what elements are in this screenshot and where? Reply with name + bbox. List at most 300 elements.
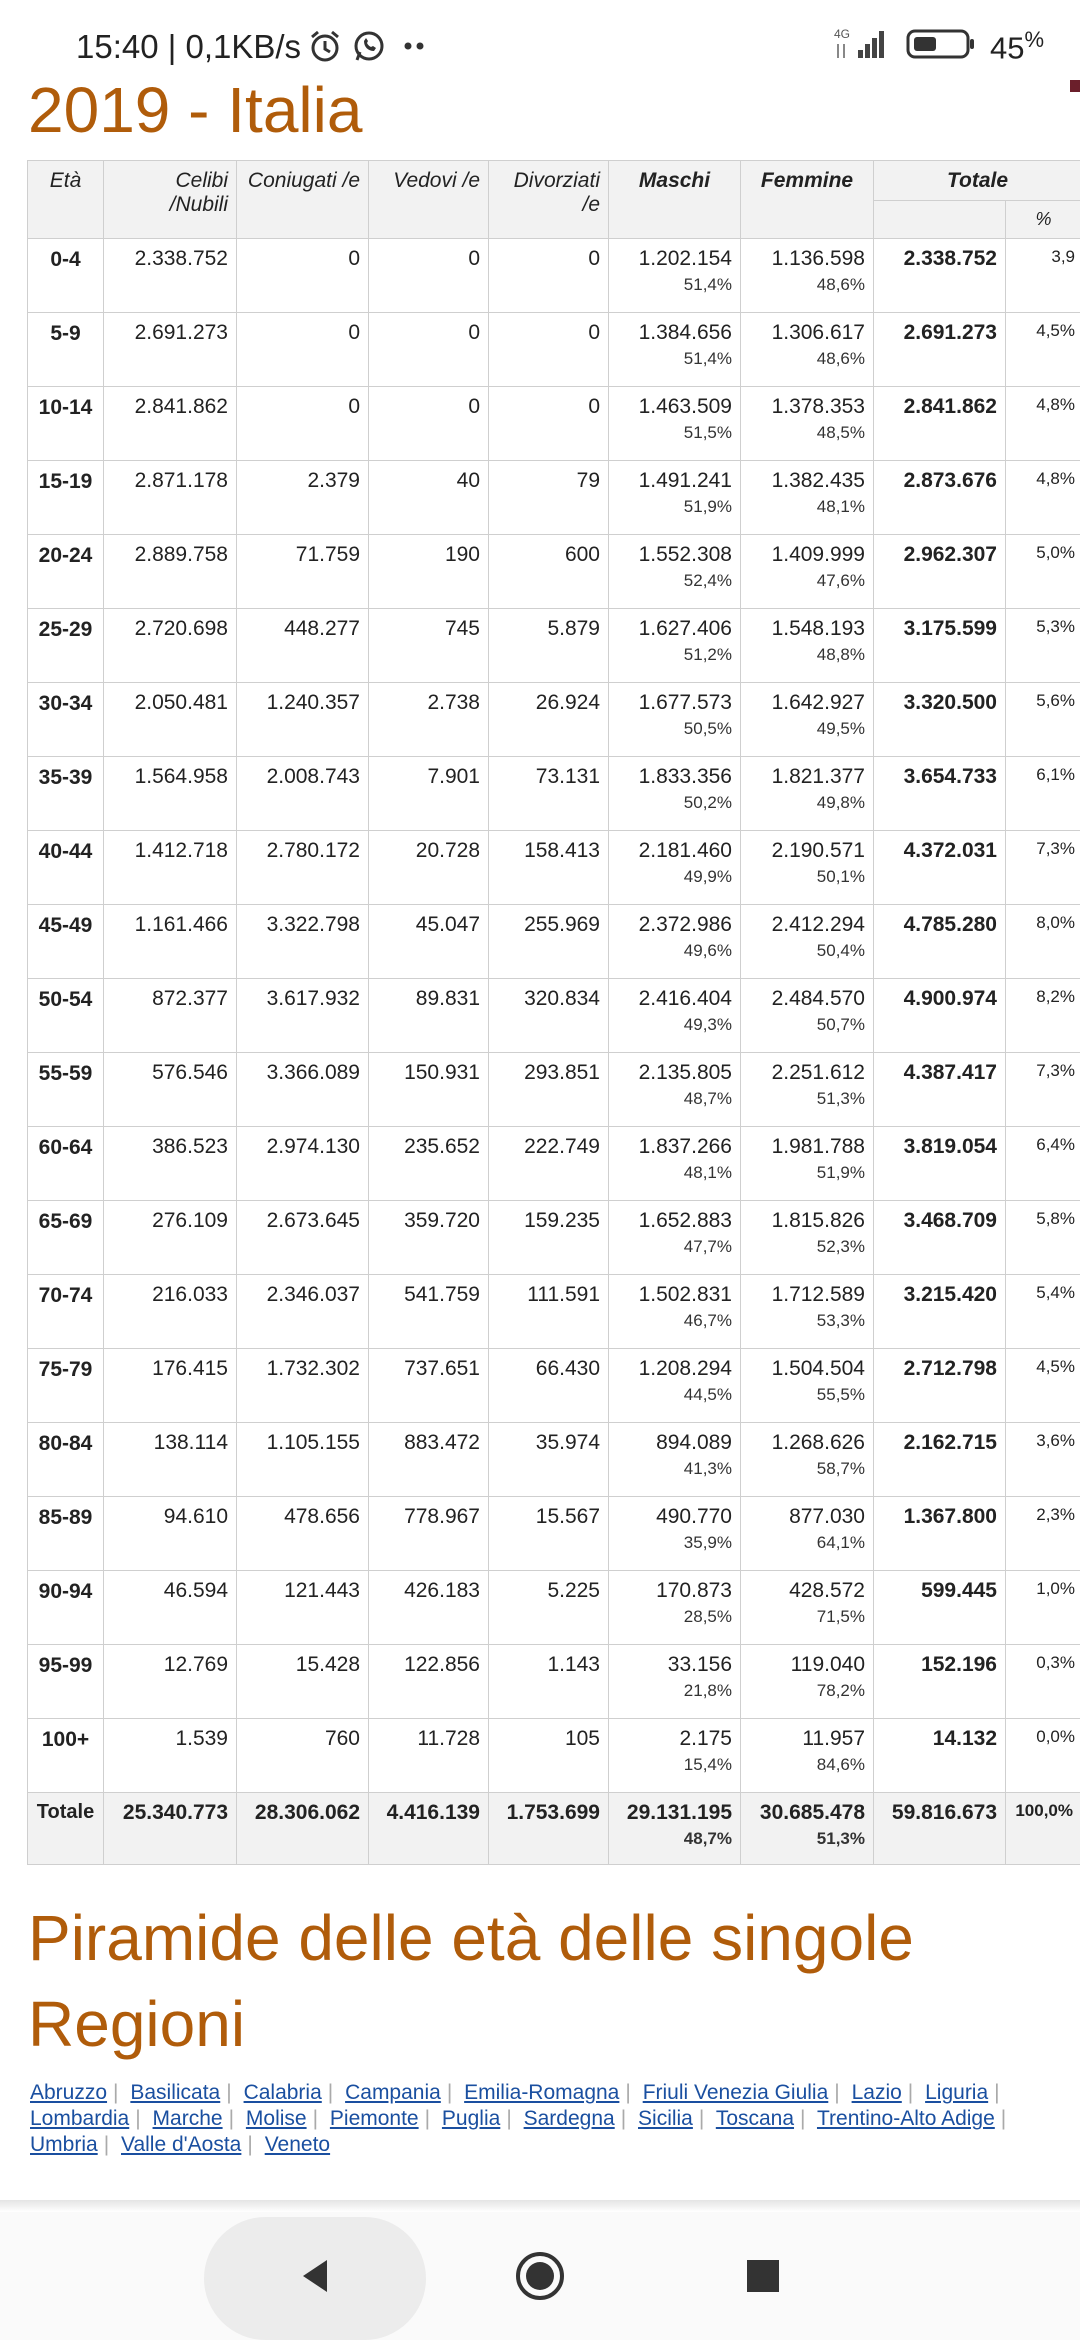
separator: | xyxy=(506,2107,512,2130)
cell-pct: 5,3% xyxy=(1006,609,1080,683)
cell-maschi-pct: 49,9% xyxy=(683,867,732,886)
cell-celibi: 576.546 xyxy=(104,1053,237,1127)
separator: | xyxy=(800,2107,806,2130)
cell-femmine-pct: 50,1% xyxy=(816,867,865,886)
cell-vedovi: 122.856 xyxy=(369,1645,489,1719)
cell-femmine-pct: 71,5% xyxy=(816,1607,865,1626)
table-row xyxy=(28,1423,1080,1497)
cell-pct: 5,8% xyxy=(1006,1201,1080,1275)
separator: | xyxy=(312,2107,319,2130)
region-link[interactable]: Lombardia xyxy=(30,2107,130,2130)
cell-coniugati: 0 xyxy=(237,239,369,313)
table-row xyxy=(28,313,1080,387)
cell-pct: 7,3% xyxy=(1006,1053,1080,1127)
separator: | xyxy=(113,2081,119,2104)
cell-eta: 100+ xyxy=(28,1719,104,1793)
cell-divorziati: 26.924 xyxy=(489,683,609,757)
table-row xyxy=(28,757,1080,831)
cell-divorziati: 73.131 xyxy=(489,757,609,831)
cell-eta: 95-99 xyxy=(28,1645,104,1719)
cell-celibi: 1.412.718 xyxy=(104,831,237,905)
region-link[interactable]: Lazio xyxy=(851,2081,902,2104)
table-row xyxy=(28,1127,1080,1201)
cell-maschi-pct: 21,8% xyxy=(683,1681,732,1700)
separator: | xyxy=(135,2107,141,2130)
recents-icon xyxy=(743,2256,783,2296)
cell-totale: 152.196 xyxy=(874,1645,1006,1719)
cell-coniugati: 2.008.743 xyxy=(237,757,369,831)
cell-maschi: 170.873 28,5% xyxy=(609,1571,741,1645)
table-row xyxy=(28,905,1080,979)
table-row xyxy=(28,1201,1080,1275)
battery-icon xyxy=(906,27,976,66)
footer-pct: 100,0% xyxy=(1006,1793,1080,1865)
cell-totale: 3.175.599 xyxy=(874,609,1006,683)
cell-femmine-pct: 51,9% xyxy=(816,1163,865,1182)
cell-divorziati: 5.879 xyxy=(489,609,609,683)
header-eta[interactable]: Età xyxy=(28,161,104,239)
region-link[interactable]: Valle d'Aosta xyxy=(121,2133,242,2156)
cell-maschi: 1.652.883 47,7% xyxy=(609,1201,741,1275)
cell-pct: 8,0% xyxy=(1006,905,1080,979)
cell-maschi-pct: 47,7% xyxy=(683,1237,732,1256)
footer-maschi-pct: 48,7% xyxy=(683,1829,732,1848)
cell-maschi-pct: 41,3% xyxy=(683,1459,732,1478)
header-vedovi[interactable]: Vedovi /e xyxy=(369,161,489,239)
footer-divorziati: 1.753.699 xyxy=(489,1793,609,1865)
cell-celibi: 1.564.958 xyxy=(104,757,237,831)
cell-divorziati: 600 xyxy=(489,535,609,609)
region-link[interactable]: Campania xyxy=(345,2081,441,2104)
header-divorziati[interactable]: Divorziati /e xyxy=(489,161,609,239)
cell-vedovi: 426.183 xyxy=(369,1571,489,1645)
cell-totale: 4.372.031 xyxy=(874,831,1006,905)
cell-vedovi: 737.651 xyxy=(369,1349,489,1423)
cell-femmine: 1.378.353 48,5% xyxy=(741,387,874,461)
cell-femmine: 2.484.570 50,7% xyxy=(741,979,874,1053)
region-link[interactable]: Veneto xyxy=(264,2133,331,2156)
cell-femmine-pct: 48,6% xyxy=(816,349,865,368)
footer-femmine-pct: 51,3% xyxy=(816,1829,865,1848)
cell-pct: 8,2% xyxy=(1006,979,1080,1053)
cell-divorziati: 5.225 xyxy=(489,1571,609,1645)
cell-maschi-pct: 49,6% xyxy=(683,941,732,960)
cell-vedovi: 89.831 xyxy=(369,979,489,1053)
cell-coniugati: 2.780.172 xyxy=(237,831,369,905)
cell-eta: 20-24 xyxy=(28,535,104,609)
cell-pct: 0,0% xyxy=(1006,1719,1080,1793)
cell-maschi: 1.502.831 46,7% xyxy=(609,1275,741,1349)
table-row xyxy=(28,1719,1080,1793)
separator: | xyxy=(698,2107,705,2130)
separator: | xyxy=(907,2081,914,2104)
cell-vedovi: 45.047 xyxy=(369,905,489,979)
cell-coniugati: 15.428 xyxy=(237,1645,369,1719)
cell-vedovi: 541.759 xyxy=(369,1275,489,1349)
footer-celibi: 25.340.773 xyxy=(104,1793,237,1865)
cell-eta: 15-19 xyxy=(28,461,104,535)
cell-femmine: 11.957 84,6% xyxy=(741,1719,874,1793)
cell-divorziati: 0 xyxy=(489,239,609,313)
cell-totale: 3.320.500 xyxy=(874,683,1006,757)
cell-totale: 1.367.800 xyxy=(874,1497,1006,1571)
cell-femmine-pct: 84,6% xyxy=(816,1755,865,1774)
cell-totale: 2.338.752 xyxy=(874,239,1006,313)
cell-femmine: 1.642.927 49,5% xyxy=(741,683,874,757)
region-link[interactable]: Friuli Venezia Giulia xyxy=(642,2081,829,2104)
cell-pct: 4,5% xyxy=(1006,313,1080,387)
cell-pct: 3,6% xyxy=(1006,1423,1080,1497)
cell-divorziati: 105 xyxy=(489,1719,609,1793)
back-button[interactable] xyxy=(255,2212,375,2340)
cell-pct: 4,5% xyxy=(1006,1349,1080,1423)
cell-femmine-pct: 51,3% xyxy=(816,1089,865,1108)
region-link[interactable]: Toscana xyxy=(715,2107,795,2130)
cell-divorziati: 1.143 xyxy=(489,1645,609,1719)
cell-totale: 3.468.709 xyxy=(874,1201,1006,1275)
cell-femmine: 1.409.999 47,6% xyxy=(741,535,874,609)
cell-maschi: 33.156 21,8% xyxy=(609,1645,741,1719)
header-coniugati[interactable]: Coniugati /e xyxy=(237,161,369,239)
cell-divorziati: 111.591 xyxy=(489,1275,609,1349)
cell-femmine-pct: 58,7% xyxy=(816,1459,865,1478)
cell-vedovi: 235.652 xyxy=(369,1127,489,1201)
cell-femmine-pct: 49,8% xyxy=(816,793,865,812)
region-link[interactable]: Basilicata xyxy=(130,2081,221,2104)
cell-maschi: 894.089 41,3% xyxy=(609,1423,741,1497)
region-link[interactable]: Liguria xyxy=(925,2081,989,2104)
table-row xyxy=(28,1497,1080,1571)
cell-femmine-pct: 64,1% xyxy=(816,1533,865,1552)
regions-title: Piramide delle età delle singole Regioni xyxy=(28,1902,914,2060)
cell-totale: 2.691.273 xyxy=(874,313,1006,387)
cell-maschi: 490.770 35,9% xyxy=(609,1497,741,1571)
cell-eta: 60-64 xyxy=(28,1127,104,1201)
cell-pct: 5,4% xyxy=(1006,1275,1080,1349)
cell-celibi: 2.338.752 xyxy=(104,239,237,313)
cell-maschi-pct: 48,7% xyxy=(683,1089,732,1108)
cell-femmine-pct: 52,3% xyxy=(816,1237,865,1256)
cell-maschi: 1.677.573 50,5% xyxy=(609,683,741,757)
cell-divorziati: 320.834 xyxy=(489,979,609,1053)
home-button[interactable] xyxy=(480,2212,600,2340)
cell-femmine: 1.981.788 51,9% xyxy=(741,1127,874,1201)
region-link[interactable]: Emilia-Romagna xyxy=(464,2081,620,2104)
edge-accent xyxy=(1070,80,1080,92)
cell-pct: 5,0% xyxy=(1006,535,1080,609)
cell-eta: 75-79 xyxy=(28,1349,104,1423)
cell-pct: 6,1% xyxy=(1006,757,1080,831)
region-link[interactable]: Abruzzo xyxy=(30,2081,108,2104)
cell-pct: 2,3% xyxy=(1006,1497,1080,1571)
cell-eta: 55-59 xyxy=(28,1053,104,1127)
cell-maschi-pct: 49,3% xyxy=(683,1015,732,1034)
cell-totale: 2.162.715 xyxy=(874,1423,1006,1497)
table-row xyxy=(28,1275,1080,1349)
cell-celibi: 46.594 xyxy=(104,1571,237,1645)
cell-maschi-pct: 48,1% xyxy=(683,1163,732,1182)
cell-femmine-pct: 55,5% xyxy=(816,1385,865,1404)
cell-femmine: 877.030 64,1% xyxy=(741,1497,874,1571)
table-row xyxy=(28,239,1080,313)
whatsapp-icon xyxy=(352,29,386,68)
back-icon xyxy=(295,2256,335,2296)
cell-celibi: 2.720.698 xyxy=(104,609,237,683)
table-row xyxy=(28,535,1080,609)
cell-divorziati: 79 xyxy=(489,461,609,535)
cell-celibi: 176.415 xyxy=(104,1349,237,1423)
cell-maschi: 2.175 15,4% xyxy=(609,1719,741,1793)
region-link[interactable]: Calabria xyxy=(243,2081,322,2104)
header-femmine[interactable]: Femmine xyxy=(741,161,874,239)
cell-totale: 3.654.733 xyxy=(874,757,1006,831)
cell-vedovi: 0 xyxy=(369,387,489,461)
cell-divorziati: 159.235 xyxy=(489,1201,609,1275)
cell-celibi: 872.377 xyxy=(104,979,237,1053)
region-link[interactable]: Sardegna xyxy=(523,2107,615,2130)
table-row xyxy=(28,683,1080,757)
cell-totale: 3.215.420 xyxy=(874,1275,1006,1349)
cell-eta: 80-84 xyxy=(28,1423,104,1497)
cell-pct: 6,4% xyxy=(1006,1127,1080,1201)
cell-celibi: 138.114 xyxy=(104,1423,237,1497)
cell-femmine: 2.412.294 50,4% xyxy=(741,905,874,979)
cell-femmine-pct: 48,6% xyxy=(816,275,865,294)
region-link[interactable]: Molise xyxy=(245,2107,307,2130)
table-row xyxy=(28,1349,1080,1423)
region-link[interactable]: Puglia xyxy=(441,2107,501,2130)
cell-femmine-pct: 50,4% xyxy=(816,941,865,960)
footer-totale: 59.816.673 xyxy=(874,1793,1006,1865)
cell-eta: 45-49 xyxy=(28,905,104,979)
cell-maschi-pct: 50,2% xyxy=(683,793,732,812)
footer-femmine: 30.685.478 51,3% xyxy=(741,1793,874,1865)
cell-celibi: 12.769 xyxy=(104,1645,237,1719)
cell-maschi: 1.833.356 50,2% xyxy=(609,757,741,831)
cell-celibi: 2.871.178 xyxy=(104,461,237,535)
cell-celibi: 1.539 xyxy=(104,1719,237,1793)
cell-maschi-pct: 51,4% xyxy=(683,349,732,368)
cell-femmine-pct: 48,5% xyxy=(816,423,865,442)
region-link[interactable]: Piemonte xyxy=(329,2107,419,2130)
header-maschi[interactable]: Maschi xyxy=(609,161,741,239)
cell-pct: 1,0% xyxy=(1006,1571,1080,1645)
cell-femmine-pct: 78,2% xyxy=(816,1681,865,1700)
cell-totale: 4.900.974 xyxy=(874,979,1006,1053)
battery-percent: 45% xyxy=(989,26,1044,66)
separator: | xyxy=(625,2081,631,2104)
cell-vedovi: 150.931 xyxy=(369,1053,489,1127)
header-celibi[interactable]: Celibi /Nubili xyxy=(104,161,237,239)
table-row xyxy=(28,831,1080,905)
cell-femmine: 1.712.589 53,3% xyxy=(741,1275,874,1349)
separator: | xyxy=(103,2133,110,2156)
header-totale[interactable]: Totale xyxy=(874,161,1080,201)
separator: | xyxy=(1000,2107,1007,2130)
table-row xyxy=(28,1053,1080,1127)
separator: | xyxy=(228,2107,235,2130)
cell-coniugati: 1.732.302 xyxy=(237,1349,369,1423)
separator: | xyxy=(424,2107,431,2130)
cell-coniugati: 2.379 xyxy=(237,461,369,535)
cell-maschi: 1.491.241 51,9% xyxy=(609,461,741,535)
cell-coniugati: 3.617.932 xyxy=(237,979,369,1053)
cell-maschi-pct: 15,4% xyxy=(683,1755,732,1774)
footer-coniugati: 28.306.062 xyxy=(237,1793,369,1865)
cell-femmine: 1.815.826 52,3% xyxy=(741,1201,874,1275)
cell-maschi: 1.552.308 52,4% xyxy=(609,535,741,609)
cell-femmine: 1.382.435 48,1% xyxy=(741,461,874,535)
table-row xyxy=(28,1645,1080,1719)
cell-pct: 5,6% xyxy=(1006,683,1080,757)
cell-vedovi: 11.728 xyxy=(369,1719,489,1793)
cell-coniugati: 1.105.155 xyxy=(237,1423,369,1497)
cell-coniugati: 478.656 xyxy=(237,1497,369,1571)
cell-divorziati: 158.413 xyxy=(489,831,609,905)
cell-eta: 0-4 xyxy=(28,239,104,313)
header-pct[interactable]: % xyxy=(1006,201,1080,239)
cell-vedovi: 359.720 xyxy=(369,1201,489,1275)
cell-eta: 85-89 xyxy=(28,1497,104,1571)
cell-pct: 4,8% xyxy=(1006,387,1080,461)
cell-coniugati: 3.322.798 xyxy=(237,905,369,979)
network-label: 4G xyxy=(833,27,850,41)
cell-coniugati: 2.974.130 xyxy=(237,1127,369,1201)
separator: | xyxy=(994,2081,1000,2104)
separator: | xyxy=(834,2081,840,2104)
cell-eta: 35-39 xyxy=(28,757,104,831)
cell-coniugati: 2.346.037 xyxy=(237,1275,369,1349)
cell-femmine: 1.268.626 58,7% xyxy=(741,1423,874,1497)
cell-celibi: 2.841.862 xyxy=(104,387,237,461)
divider xyxy=(0,2200,1080,2212)
alarm-icon xyxy=(308,29,342,68)
cell-celibi: 386.523 xyxy=(104,1127,237,1201)
cell-celibi: 276.109 xyxy=(104,1201,237,1275)
cell-totale: 2.962.307 xyxy=(874,535,1006,609)
signal-icon xyxy=(830,26,892,67)
cell-femmine: 1.306.617 48,6% xyxy=(741,313,874,387)
region-link[interactable]: Marche xyxy=(152,2107,223,2130)
cell-femmine-pct: 48,8% xyxy=(816,645,865,664)
cell-celibi: 2.691.273 xyxy=(104,313,237,387)
cell-maschi-pct: 50,5% xyxy=(683,719,732,738)
cell-eta: 30-34 xyxy=(28,683,104,757)
cell-totale: 2.873.676 xyxy=(874,461,1006,535)
cell-maschi-pct: 35,9% xyxy=(683,1533,732,1552)
cell-femmine: 1.504.504 55,5% xyxy=(741,1349,874,1423)
cell-divorziati: 222.749 xyxy=(489,1127,609,1201)
cell-celibi: 1.161.466 xyxy=(104,905,237,979)
status-time: 15:40 | 0,1KB/s xyxy=(76,28,302,65)
cell-totale: 2.712.798 xyxy=(874,1349,1006,1423)
cell-totale: 599.445 xyxy=(874,1571,1006,1645)
cell-maschi: 2.181.460 49,9% xyxy=(609,831,741,905)
cell-femmine-pct: 53,3% xyxy=(816,1311,865,1330)
separator: | xyxy=(247,2133,253,2156)
cell-totale: 2.841.862 xyxy=(874,387,1006,461)
cell-coniugati: 71.759 xyxy=(237,535,369,609)
cell-eta: 10-14 xyxy=(28,387,104,461)
status-icons-right xyxy=(830,26,1044,67)
page-title: 2019 - Italia xyxy=(28,74,363,146)
footer-vedovi: 4.416.139 xyxy=(369,1793,489,1865)
cell-divorziati: 293.851 xyxy=(489,1053,609,1127)
cell-maschi-pct: 52,4% xyxy=(683,571,732,590)
region-link[interactable]: Umbria xyxy=(30,2133,98,2156)
cell-eta: 65-69 xyxy=(28,1201,104,1275)
cell-totale: 4.387.417 xyxy=(874,1053,1006,1127)
table-row xyxy=(28,979,1080,1053)
cell-vedovi: 0 xyxy=(369,239,489,313)
cell-vedovi: 778.967 xyxy=(369,1497,489,1571)
separator: | xyxy=(327,2081,334,2104)
more-dots-icon xyxy=(396,36,432,61)
cell-vedovi: 20.728 xyxy=(369,831,489,905)
cell-celibi: 2.050.481 xyxy=(104,683,237,757)
table-row xyxy=(28,461,1080,535)
separator: | xyxy=(446,2081,453,2104)
cell-pct: 0,3% xyxy=(1006,1645,1080,1719)
cell-vedovi: 7.901 xyxy=(369,757,489,831)
recents-button[interactable] xyxy=(703,2212,823,2340)
cell-maschi: 2.372.986 49,6% xyxy=(609,905,741,979)
table-header xyxy=(28,161,1080,239)
cell-femmine: 2.251.612 51,3% xyxy=(741,1053,874,1127)
separator: | xyxy=(620,2107,627,2130)
cell-femmine-pct: 47,6% xyxy=(816,571,865,590)
cell-maschi-pct: 51,5% xyxy=(683,423,732,442)
table-body xyxy=(28,239,1080,1793)
cell-femmine: 1.136.598 48,6% xyxy=(741,239,874,313)
cell-coniugati: 2.673.645 xyxy=(237,1201,369,1275)
cell-coniugati: 448.277 xyxy=(237,609,369,683)
cell-coniugati: 0 xyxy=(237,313,369,387)
region-link[interactable]: Trentino-Alto Adige xyxy=(816,2107,995,2130)
cell-vedovi: 883.472 xyxy=(369,1423,489,1497)
cell-eta: 40-44 xyxy=(28,831,104,905)
cell-vedovi: 745 xyxy=(369,609,489,683)
cell-divorziati: 0 xyxy=(489,313,609,387)
table-row xyxy=(28,1571,1080,1645)
cell-vedovi: 40 xyxy=(369,461,489,535)
cell-maschi: 1.384.656 51,4% xyxy=(609,313,741,387)
footer-eta: Totale xyxy=(28,1793,104,1865)
cell-maschi: 1.463.509 51,5% xyxy=(609,387,741,461)
table-row xyxy=(28,609,1080,683)
cell-vedovi: 190 xyxy=(369,535,489,609)
cell-maschi-pct: 44,5% xyxy=(683,1385,732,1404)
cell-femmine-pct: 49,5% xyxy=(816,719,865,738)
cell-pct: 4,8% xyxy=(1006,461,1080,535)
cell-divorziati: 15.567 xyxy=(489,1497,609,1571)
cell-coniugati: 1.240.357 xyxy=(237,683,369,757)
cell-eta: 25-29 xyxy=(28,609,104,683)
cell-divorziati: 35.974 xyxy=(489,1423,609,1497)
cell-pct: 3,9 xyxy=(1006,239,1080,313)
cell-divorziati: 66.430 xyxy=(489,1349,609,1423)
cell-maschi-pct: 51,9% xyxy=(683,497,732,516)
cell-vedovi: 2.738 xyxy=(369,683,489,757)
region-link[interactable]: Sicilia xyxy=(638,2107,693,2130)
cell-coniugati: 0 xyxy=(237,387,369,461)
cell-totale: 3.819.054 xyxy=(874,1127,1006,1201)
cell-maschi: 1.837.266 48,1% xyxy=(609,1127,741,1201)
footer-maschi: 29.131.195 48,7% xyxy=(609,1793,741,1865)
cell-femmine: 1.821.377 49,8% xyxy=(741,757,874,831)
cell-maschi: 1.202.154 51,4% xyxy=(609,239,741,313)
cell-femmine: 1.548.193 48,8% xyxy=(741,609,874,683)
